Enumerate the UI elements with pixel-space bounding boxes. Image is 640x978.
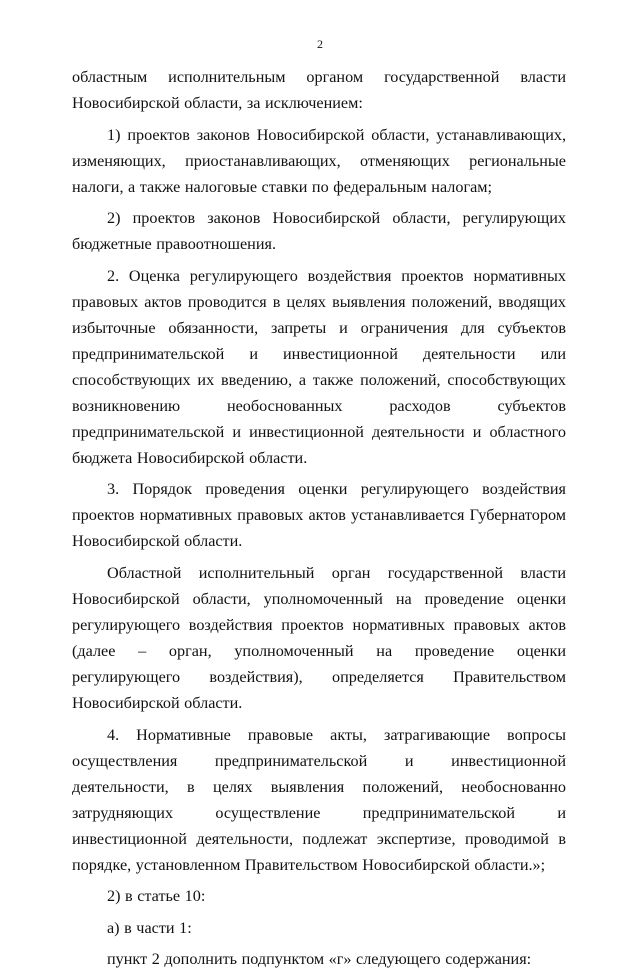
paragraph-clause-3: 3. Порядок проведения оценки регулирующего воздействия проектов нормативных правовых актов устанавливается Губернатором Новосибирской области.: [72, 480, 566, 551]
paragraph-item-2: 2) проектов законов Новосибирской области, регулирующих бюджетные правоотношения.: [72, 209, 566, 254]
paragraph-clause-2: 2. Оценка регулирующего воздействия проектов нормативных правовых актов проводится в целях выявления положений, вводящих избыточные обязанности, запреты и ограничения для субъектов предпринимательской и инвестиционной деятельности или способствующих их введению, а также положений, способствующих возникновению необоснованных расходов субъектов предпринимательской и инвестиционной деятельности и областного бюджета Новосибирской области.: [72, 266, 566, 467]
document-body: [72, 64, 566, 978]
paragraph-point-2-amendment: пункт 2 дополнить подпунктом «г» следующего содержания:: [107, 950, 532, 969]
paragraph-article-10: 2) в статье 10:: [107, 887, 206, 906]
paragraph-continuation: областным исполнительным органом государственной власти Новосибирской области, за исключением:: [72, 68, 566, 112]
page-number: 2: [317, 37, 323, 51]
paragraph-part-1: а) в части 1:: [107, 918, 192, 937]
paragraph-authorized-body: Областной исполнительный орган государственной власти Новосибирской области, уполномоченный на проведение оценки регулирующего воздействия проектов нормативных правовых актов (далее – орган, уполномоченный на проведение оценки регулирующего воздействия), определяется Правительством Новосибирской области.: [72, 563, 566, 712]
paragraph-item-1: 1) проектов законов Новосибирской области, устанавливающих, изменяющих, приостанавливающих, отменяющих региональные налоги, а также налоговые ставки по федеральным налогам;: [72, 125, 566, 196]
paragraph-clause-4: 4. Нормативные правовые акты, затрагивающие вопросы осуществления предпринимательской и инвестиционной деятельности, в целях выявления положений, необоснованно затрудняющих осуществление предпринимательской и инвестиционной деятельности, подлежат экспертизе, проводимой в порядке, установленном Правительством Новосибирской области.»;: [72, 725, 566, 874]
